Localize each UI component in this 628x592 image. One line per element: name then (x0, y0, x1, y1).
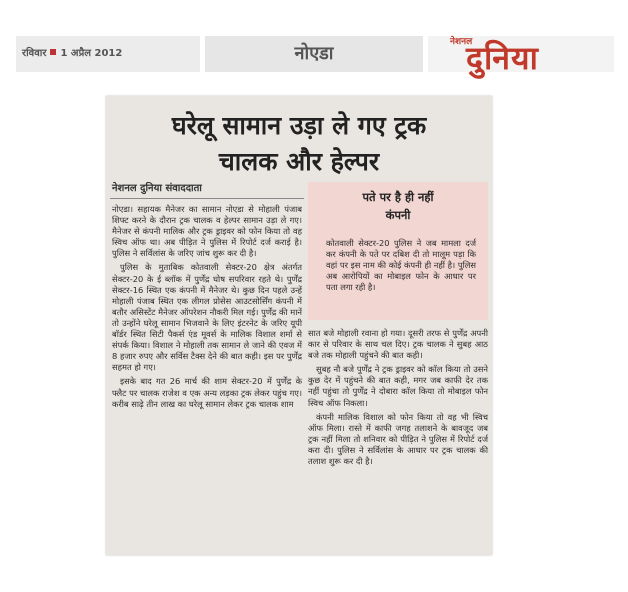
paragraph: इसके बाद गत 26 मार्च की शाम सेक्टर-20 में पुर्णेंद्र के फ्लैट पर चालक राजेश व एक अन्य लड़का ट्रक लेकर पहुंच गए। करीब साढ़े तीन लाख का घरेलू सामान लेकर ट्रक चालक शाम (112, 376, 302, 409)
box-title-line-1: पते पर है ही नहीं (362, 190, 434, 204)
article-column-left (112, 204, 302, 413)
article-byline: नेशनल दुनिया संवाददाता (112, 183, 202, 194)
date-separator-icon (50, 49, 56, 55)
paragraph: सात बजे मोहाली रवाना हो गया। दूसरी तरफ से पुर्णेंद्र अपनी कार से परिवार के साथ चल दिए। ट्रक चालक ने सुबह आठ बजे तक मोहाली पहुंचने की बात कही। (308, 328, 488, 361)
byline-divider (110, 198, 304, 199)
box-title-line-2: कंपनी (385, 208, 411, 222)
article-headline (106, 108, 492, 180)
paragraph: नोएडा। सहायक मैनेजर का सामान नोएडा से मोहाली पंजाब शिफ्ट करने के दौरान ट्रक चालक व हेल्पर सामान उड़ा ले गए। मैनेजर से कंपनी मालिक और ट्रक ड्राइवर को फोन किया तो वह स्विच ऑफ था। अब पीड़ित ने पुलिस में रिपोर्ट दर्ज कराई है। पुलिस ने सर्विलांस के जरिए जांच शुरू कर दी है। (112, 204, 302, 259)
paragraph: सुबह नौ बजे पुर्णेंद्र ने ट्रक ड्राइवर को कॉल किया तो उसने कुछ देर में पहुंचने की बात कही, मगर जब काफी देर तक नहीं पहुंचा तो पुर्णेंद्र ने दोबारा कॉल किया तो मोबाइल फोन स्विच ऑफ निकला। (308, 364, 488, 408)
masthead-logo: दुनिया (466, 39, 539, 77)
headline-line-2: चालक और हेल्पर (218, 147, 380, 176)
paragraph: कंपनी मालिक विशाल को फोन किया तो वह भी स्विच ऑफ मिला। रास्ते में काफी जगह तलाशने के बावजूद जब ट्रक नहीं मिला तो शनिवार को पीड़ित ने पुलिस में रिपोर्ट दर्ज करा दी। पुलिस ने सर्विलांस के आधार पर ट्रक चालक की तलाश शुरू कर दी है। (308, 411, 488, 467)
sidebar-box-title (308, 188, 488, 224)
date-day: रविवार (22, 48, 47, 59)
paragraph: पुलिस के मुताबिक कोतवाली सेक्टर-20 क्षेत्र अंतर्गत सेक्टर-20 के ई ब्लॉक में पुर्णेंद्र घोष सपरिवार रहते थे। पुर्णेंद्र सेक्टर-16 स्थित एक कंपनी में मैनेजर थे। कुछ दिन पहले उन्हें मोहाली पंजाब स्थित एक लीगल प्रोसेस आउटसोर्सिंग कंपनी में बतौर असिस्टेंट मैनेजर ऑपरेशन नौकरी मिल गई। पुर्णेंद्र की मानें तो उन्होंने घरेलू सामान भिजवाने के लिए इंटरनेट के जरिए यूपी बॉर्डर स्थित सिटी पैकर्स एंड मूवर्स के मालिक विशाल शर्मा से संपर्क किया। विशाल ने मोहाली तक सामान ले जाने की एवज में 8 हजार रुपए और सर्विस टैक्स देने की बात कही। इस पर पुर्णेंद्र सहमत हो गए। (112, 262, 302, 373)
masthead-small: नेशनल (450, 37, 473, 47)
page-date (22, 45, 122, 59)
section-name: नोएडा (294, 43, 334, 64)
article-column-right (308, 328, 488, 470)
date-value: 1 अप्रैल 2012 (60, 48, 123, 59)
headline-line-1: घरेलू सामान उड़ा ले गए ट्रक (171, 111, 427, 140)
sidebar-box-body: कोतवाली सेक्टर-20 पुलिस ने जब मामला दर्ज कर कंपनी के पते पर दबिश दी तो मालूम पड़ा कि वहां पर इस नाम की कोई कंपनी ही नहीं है। पुलिस अब आरोपियों का मोबाइल फोन के आधार पर पता लगा रही है। (326, 238, 476, 293)
